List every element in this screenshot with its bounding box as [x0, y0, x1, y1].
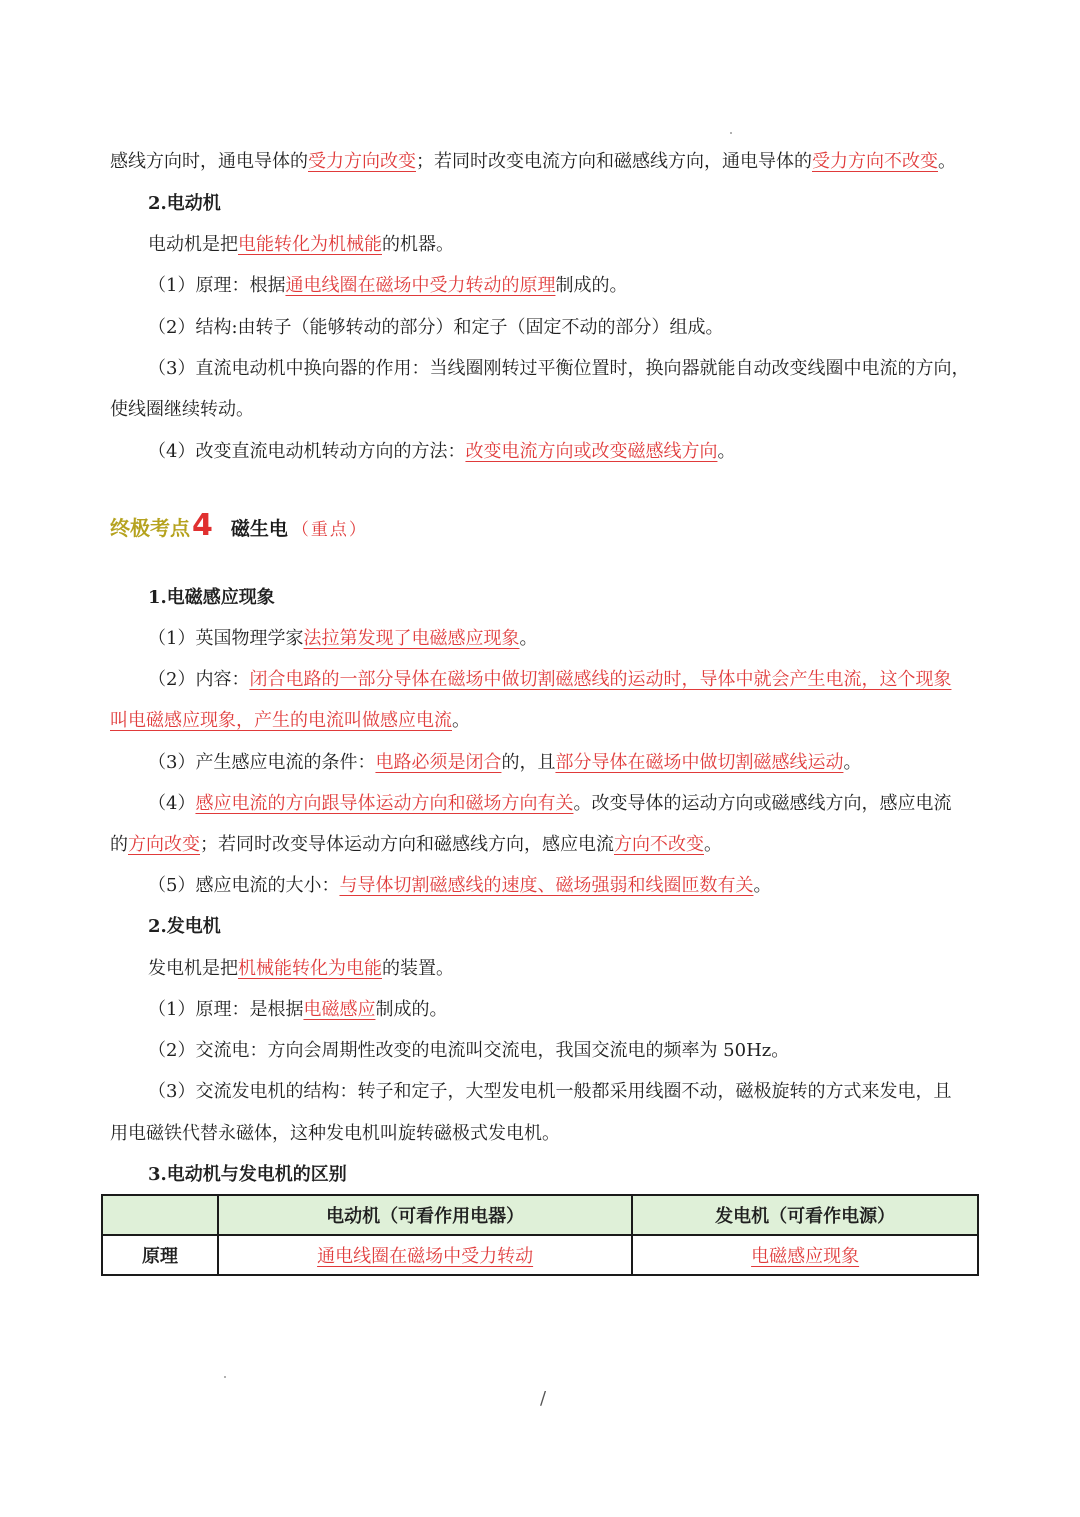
answer-text: 机械能转化为电能 [238, 958, 382, 979]
answer-text: 电路必须是闭合 [375, 752, 502, 773]
text: 。 [452, 710, 470, 731]
induction-item-4 [148, 792, 1018, 816]
cell-generator-principle [632, 1235, 978, 1275]
answer-text: 电磁感应现象 [751, 1246, 860, 1267]
text: （4）改变直流电动机转动方向的方法： [148, 441, 466, 462]
answer-text: 法拉第发现了电磁感应现象 [303, 628, 520, 649]
motor-heading: 2.电动机 [148, 193, 221, 214]
generator-intro [148, 957, 1018, 981]
induction-item-1 [148, 627, 1018, 651]
cell-motor-principle [218, 1235, 632, 1275]
motor-item-1 [148, 274, 1018, 298]
text: 。 [938, 151, 956, 172]
text: 。改变导体的运动方向或磁感线方向，感应电流 [573, 793, 952, 814]
generator-heading: 2.发电机 [148, 916, 221, 937]
motor-intro [148, 233, 1018, 257]
induction-item-2 [148, 668, 1018, 692]
table-header-row [102, 1195, 978, 1235]
text: 。 [843, 752, 862, 773]
text: ；若同时改变电流方向和磁感线方向，通电导体的 [416, 151, 812, 172]
scan-dot [730, 132, 732, 134]
table-corner-cell [102, 1195, 218, 1235]
induction-item-4-cont [110, 833, 980, 857]
answer-text: 闭合电路的一部分导体在磁场中做切割磁感线的运动时，导体中就会产生电流，这个现象 [249, 669, 952, 690]
scan-dot [224, 1376, 226, 1378]
compare-heading: 3.电动机与发电机的区别 [148, 1164, 347, 1185]
column-header-motor: 电动机（可看作用电器） [218, 1195, 632, 1235]
section-number: 4 [192, 508, 213, 543]
induction-heading: 1.电磁感应现象 [148, 587, 275, 608]
induction-item-2-cont [110, 709, 980, 733]
generator-item-3-cont: 用电磁铁代替永磁体，这种发电机叫旋转磁极式发电机。 [110, 1123, 560, 1144]
text: （1）英国物理学家 [148, 628, 304, 649]
text: 的机器。 [382, 234, 454, 255]
induction-item-3 [148, 751, 1018, 775]
text: （4） [148, 793, 196, 814]
row-header-principle: 原理 [102, 1235, 218, 1275]
text: 制成的。 [375, 999, 448, 1020]
text: （1）原理：是根据 [148, 999, 304, 1020]
answer-text: 受力方向不改变 [812, 151, 938, 172]
column-header-generator: 发电机（可看作电源） [632, 1195, 978, 1235]
text: （5）感应电流的大小： [148, 875, 340, 896]
motor-item-2: （2）结构:由转子（能够转动的部分）和定子（固定不动的部分）组成。 [148, 317, 724, 338]
text: （2）内容： [148, 669, 250, 690]
text: 。 [519, 628, 538, 649]
answer-text: 电磁感应 [303, 999, 376, 1020]
paragraph-continuation [110, 150, 980, 174]
text: 制成的。 [555, 275, 628, 296]
text: 。 [704, 834, 722, 855]
generator-item-3: （3）交流发电机的结构：转子和定子，大型发电机一般都采用线圈不动，磁极旋转的方式来发电，且 [148, 1081, 952, 1102]
motor-item-4 [148, 440, 1018, 464]
text: 。 [717, 441, 736, 462]
section-topic: 磁生电 [230, 518, 288, 540]
generator-item-1 [148, 998, 1018, 1022]
answer-text: 部分导体在磁场中做切割磁感线运动 [555, 752, 844, 773]
answer-text: 通电线圈在磁场中受力转动的原理 [285, 275, 556, 296]
text: 感线方向时，通电导体的 [110, 151, 308, 172]
text: 电动机是把 [148, 234, 238, 255]
table-row [102, 1235, 978, 1275]
comparison-table [101, 1194, 979, 1276]
text: ；若同时改变导体运动方向和磁感线方向，感应电流 [200, 834, 614, 855]
answer-text: 方向不改变 [614, 834, 704, 855]
induction-item-5 [148, 874, 1018, 898]
answer-text: 受力方向改变 [308, 151, 416, 172]
page-mark: / [540, 1388, 547, 1409]
section-label: 终极考点 [110, 516, 190, 540]
motor-item-3: （3）直流电动机中换向器的作用：当线圈刚转过平衡位置时，换向器就能自动改变线圈中电流的方向， [148, 358, 970, 379]
answer-text: 叫电磁感应现象，产生的电流叫做感应电流 [110, 710, 452, 731]
text: （3）产生感应电流的条件： [148, 752, 376, 773]
motor-item-3-cont: 使线圈继续转动。 [110, 399, 254, 420]
text: 。 [753, 875, 772, 896]
text: 的 [110, 834, 128, 855]
answer-text: 电能转化为机械能 [238, 234, 382, 255]
generator-item-2: （2）交流电：方向会周期性改变的电流叫交流电，我国交流电的频率为 50Hz。 [148, 1040, 790, 1061]
section-title [110, 508, 368, 548]
text: 的装置。 [382, 958, 454, 979]
section-tag: （重点） [291, 520, 368, 540]
answer-text: 改变电流方向或改变磁感线方向 [465, 441, 718, 462]
text: （1）原理：根据 [148, 275, 286, 296]
answer-text: 通电线圈在磁场中受力转动 [317, 1246, 534, 1267]
answer-text: 感应电流的方向跟导体运动方向和磁场方向有关 [195, 793, 574, 814]
text: 的，且 [501, 752, 556, 773]
text: 发电机是把 [148, 958, 238, 979]
answer-text: 方向改变 [128, 834, 200, 855]
answer-text: 与导体切割磁感线的速度、磁场强弱和线圈匝数有关 [339, 875, 754, 896]
